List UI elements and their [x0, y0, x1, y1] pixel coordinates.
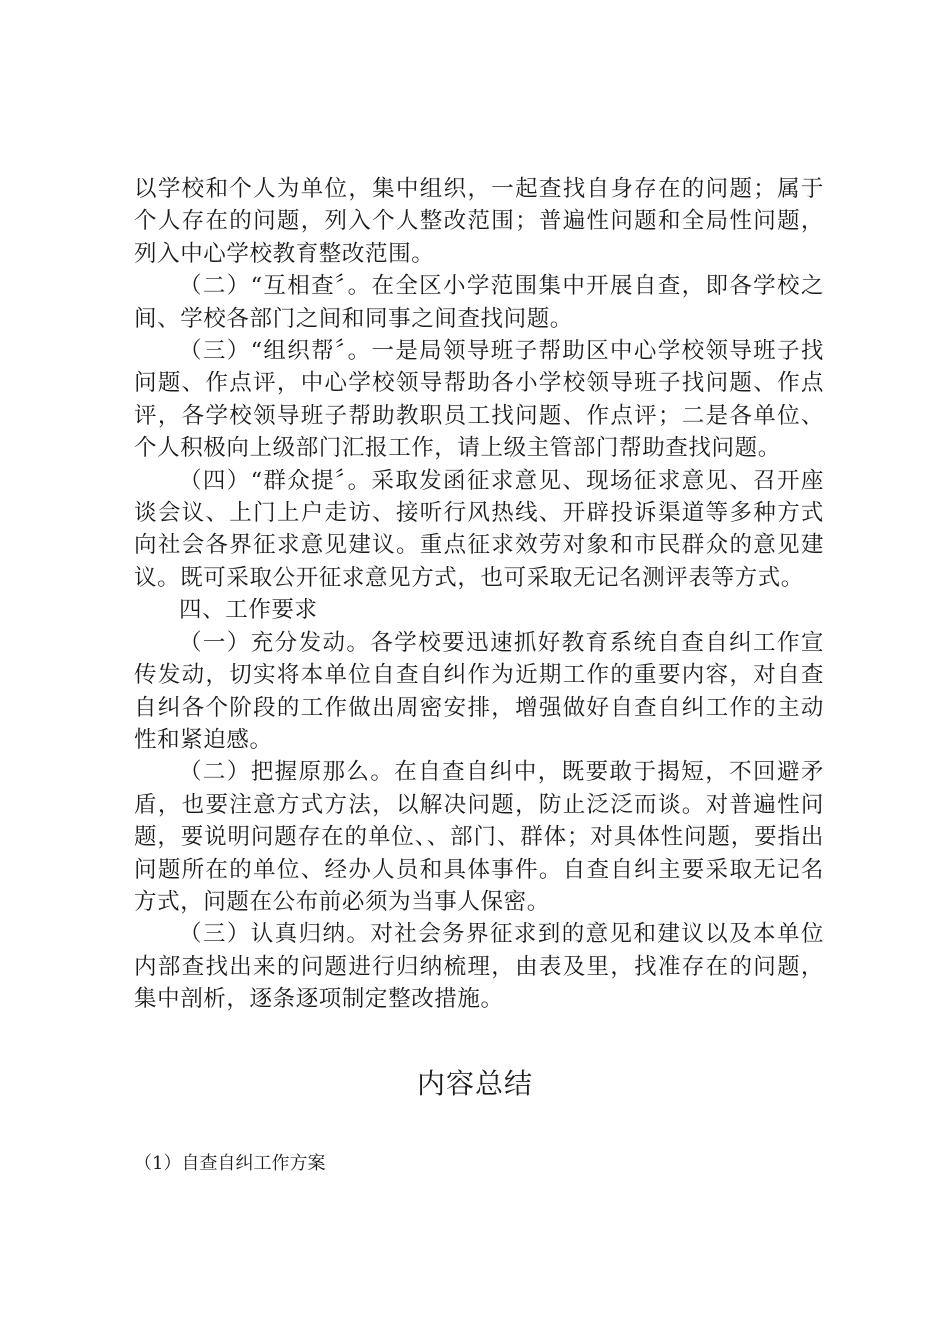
paragraph-full-mobilization: （一）充分发动。各学校要迅速抓好教育系统自查自纠工作宣传发动，切实将本单位自查自纠作为近期工作的重要内容，对自查自纠各个阶段的工作做出周密安排，增强做好自查自纠工作的主动性和紧迫感。 [134, 629, 824, 753]
summary-title: 内容总结 [416, 1067, 533, 1100]
paragraph-continuation: 以学校和个人为单位，集中组织，一起查找自身存在的问题；属于个人存在的问题，列入个人整改范围；普遍性问题和全局性问题，列入中心学校教育整改范围。 [134, 176, 824, 267]
summary-item: （1）自查自纠工作方案 [134, 1153, 326, 1174]
paragraph-organization-help: （三）“组织帮〞。一是局领导班子帮助区中心学校领导班子找问题、作点评，中心学校领导帮助各小学校领导班子找问题、作点评，各学校领导班子帮助教职员工找问题、作点评；二是各单位、个人积极向上级部门汇报工作，请上级主管部门帮助查找问题。 [134, 338, 824, 462]
section-heading-work-requirements: 四、工作要求 [179, 597, 318, 624]
paragraph-mutual-check: （二）“互相查〞。在全区小学范围集中开展自查，即各学校之间、学校各部门之间和同事之间查找问题。 [134, 273, 824, 332]
paragraph-public-suggestions: （四）“群众提〞。采取发函征求意见、现场征求意见、召开座谈会议、上门上户走访、接听行风热线、开辟投诉渠道等多种方式向社会各界征求意见建议。重点征求效劳对象和市民群众的意见建议。既可采取公开征求意见方式，也可采取无记名测评表等方式。 [134, 467, 824, 591]
document-body [134, 173, 824, 1016]
paragraph-summarize: （三）认真归纳。对社会务界征求到的意见和建议以及本单位内部查找出来的问题进行归纳梳理，由表及里，找准存在的问题，集中剖析，逐条逐项制定整改措施。 [134, 921, 824, 1013]
paragraph-principles: （二）把握原那么。在自查自纠中，既要敢于揭短，不回避矛盾，也要注意方式方法，以解决问题，防止泛泛而谈。对普遍性问题，要说明问题存在的单位、、部门、群体；对具体性问题，要指出问题所在的单位、经办人员和具体事件。自查自纠主要采取无记名方式，问题在公布前必须为当事人保密。 [134, 759, 824, 915]
